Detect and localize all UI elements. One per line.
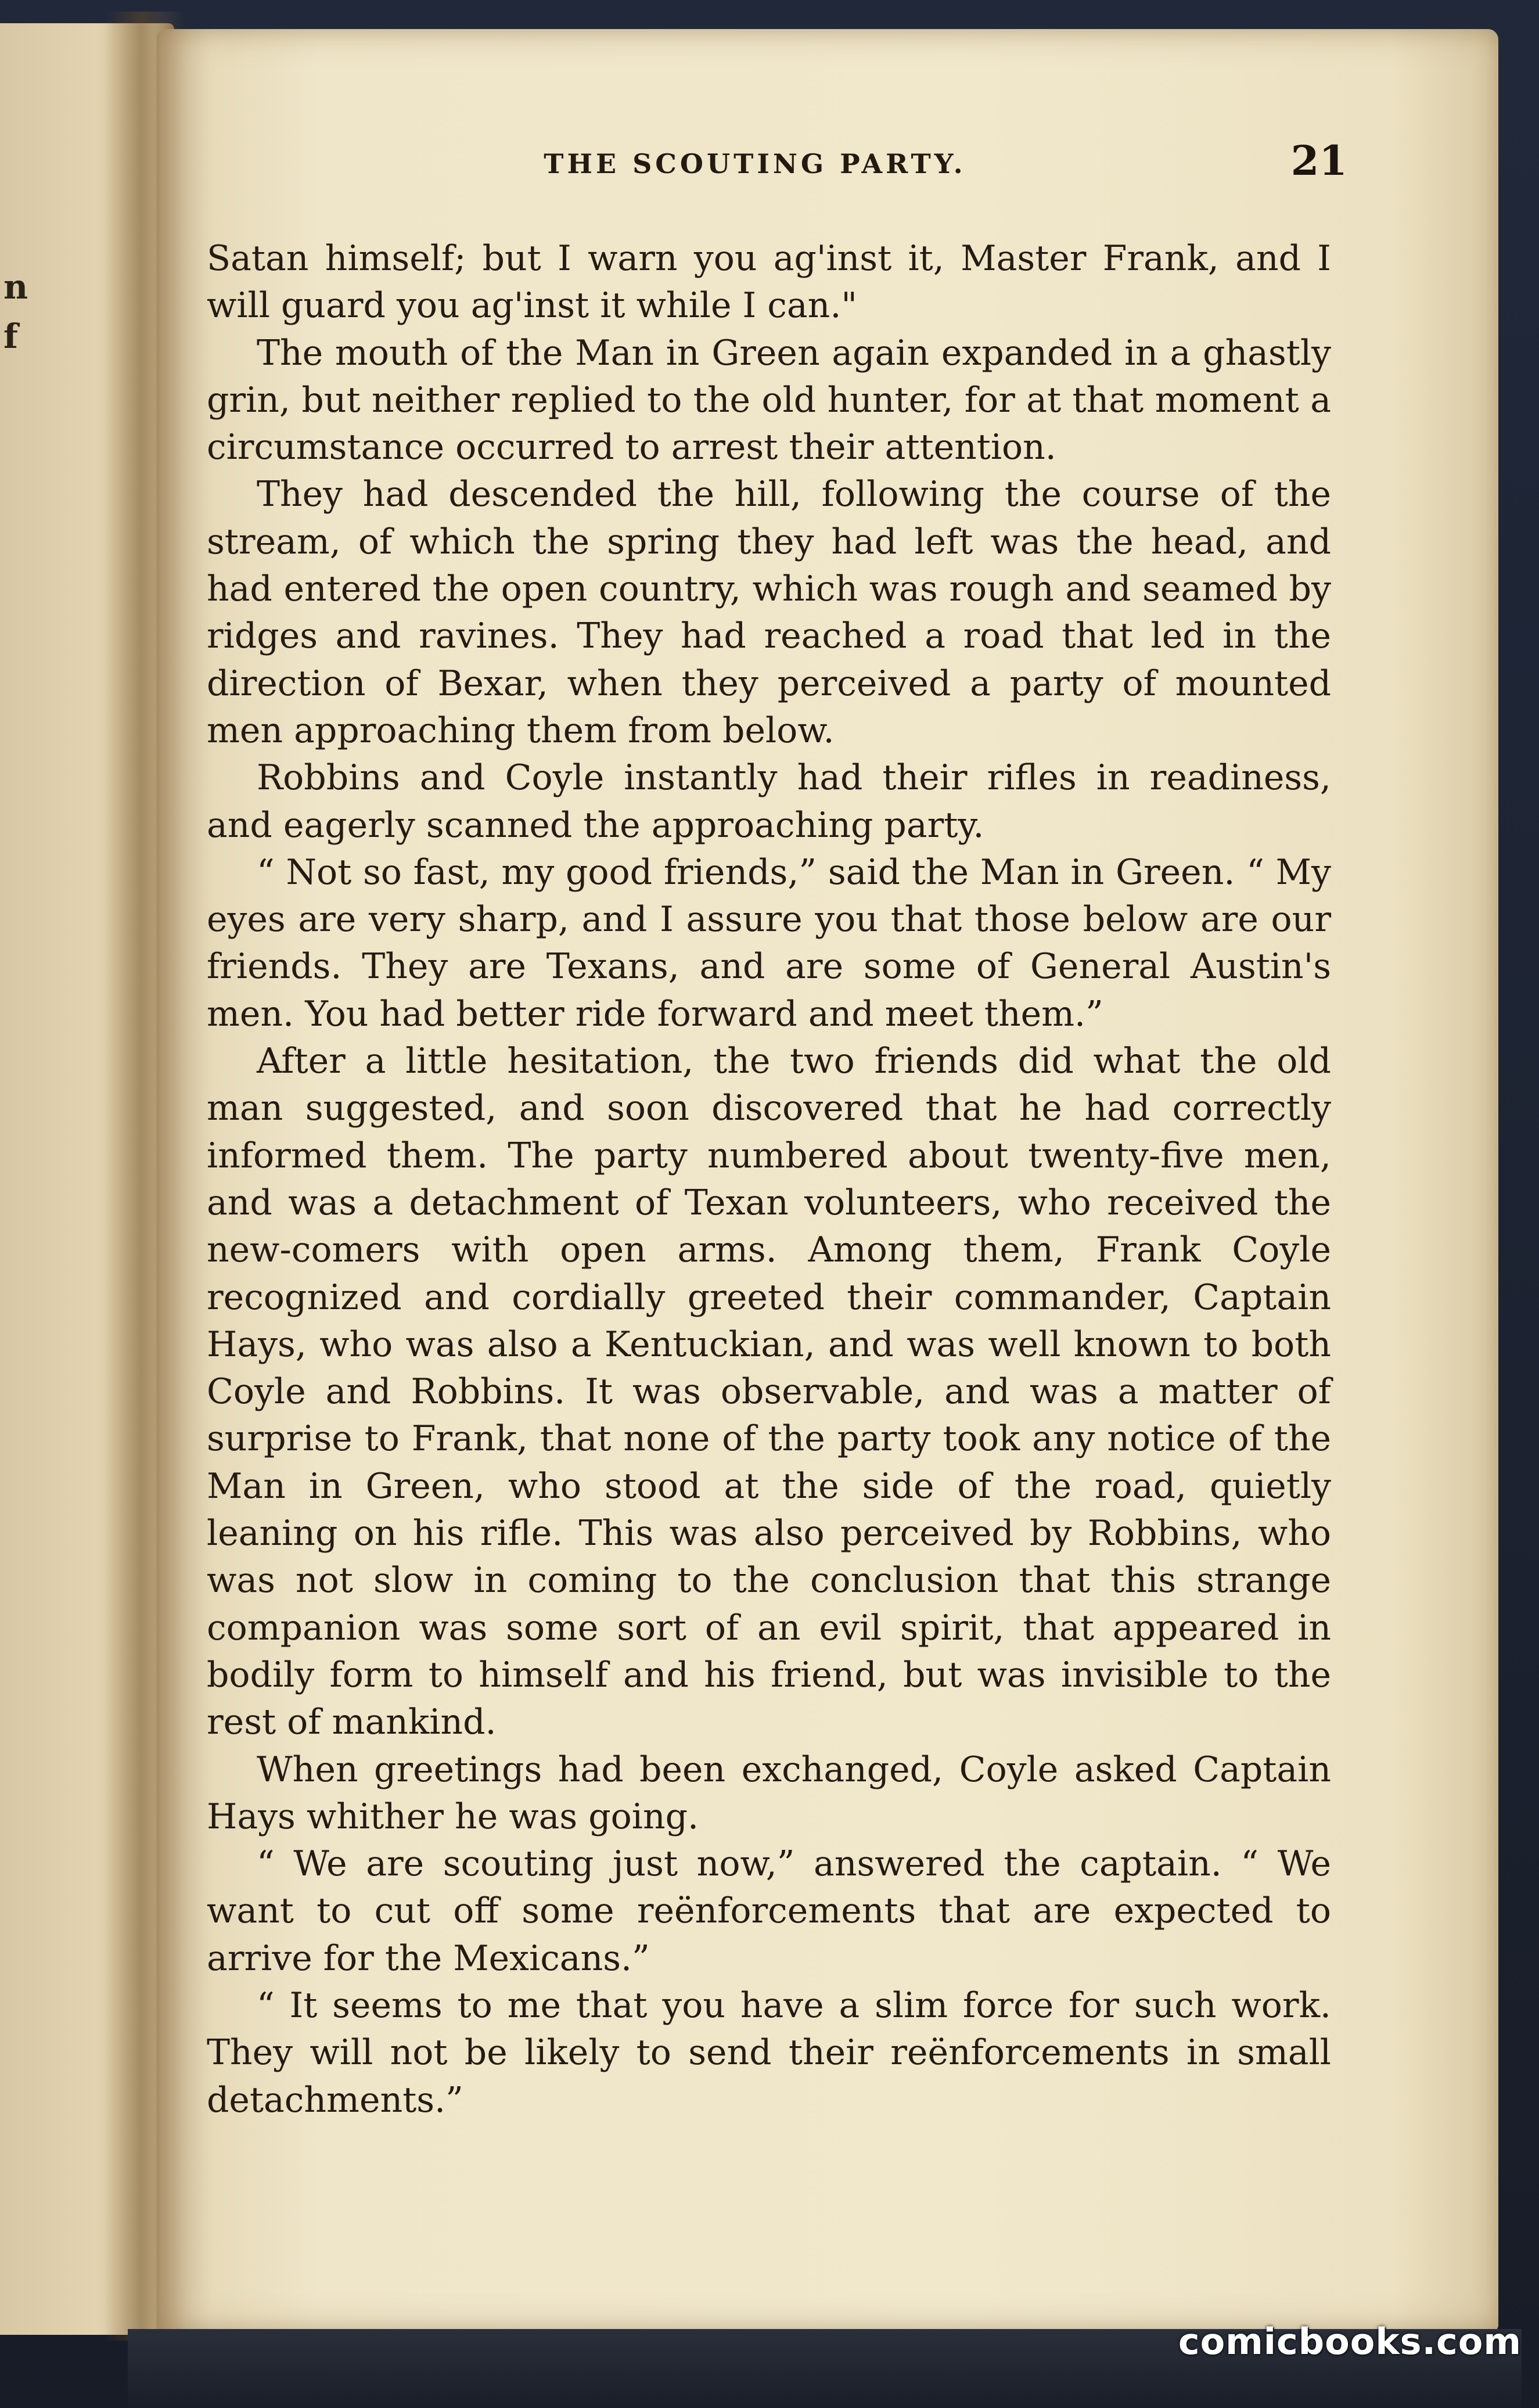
paragraph: “ Not so fast, my good friends,” said the Man in Green. “ My eyes are very sharp, and I assure you that those below are our friends. They are Texans, and are some of General Austin's men. You had better ride forward and meet them.”	[207, 851, 1331, 1034]
paragraph: They had descended the hill, following the course of the stream, of which the spring they had left was the head, and had entered the open country, which was rough and seamed by ridges and ravines. They had reached a road that led in the direction of Bexar, when they perceived a party of mounted men approaching them from below.	[207, 474, 1331, 751]
facing-page-fragment: f	[3, 317, 18, 356]
paragraph: Robbins and Coyle instantly had their rifles in readiness, and eagerly scanned the approaching party.	[207, 757, 1331, 846]
paragraph: Satan himself; but I warn you ag'inst it, Master Frank, and I will guard you ag'inst it while I can."	[207, 238, 1331, 326]
paragraph: After a little hesitation, the two friends did what the old man suggested, and soon discovered that he had correctly informed them. The party numbered about twenty-five men, and was a detachment of Texan volunteers, who received the new-comers with open arms. Among them, Frank Coyle recognized and cordially greeted their commander, Captain Hays, who was also a Kentuckian, and was well known to both Coyle and Robbins. It was observable, and was a matter of surprise to Frank, that none of the party took any notice of the Man in Green, who stood at the side of the road, quietly leaning on his rifle. This was also perceived by Robbins, who was not slow in coming to the conclusion that this strange companion was some sort of an evil spirit, that appeared in bodily form to himself and his friend, but was invisible to the rest of mankind.	[207, 1041, 1331, 1743]
paragraph: When greetings had been exchanged, Coyle asked Captain Hays whither he was going.	[207, 1749, 1331, 1837]
facing-page-fragment: n	[3, 267, 28, 307]
paragraph: “ We are scouting just now,” answered the captain. “ We want to cut off some reënforcements that are expected to arrive for the Mexicans.”	[207, 1843, 1331, 1979]
watermark-logo: comicbooks.com	[1178, 2320, 1522, 2363]
page-gutter-shadow	[105, 12, 186, 2341]
page-body	[207, 235, 1331, 2124]
paragraph: “ It seems to me that you have a slim force for such work. They will not be likely to send their reënforcements in small detachments.”	[207, 1985, 1331, 2121]
page-number: 21	[1290, 136, 1347, 185]
running-header: THE SCOUTING PARTY.	[544, 148, 966, 179]
paragraph: The mouth of the Man in Green again expanded in a ghastly grin, but neither replied to the old hunter, for at that moment a circumstance occurred to arrest their attention.	[207, 332, 1331, 468]
